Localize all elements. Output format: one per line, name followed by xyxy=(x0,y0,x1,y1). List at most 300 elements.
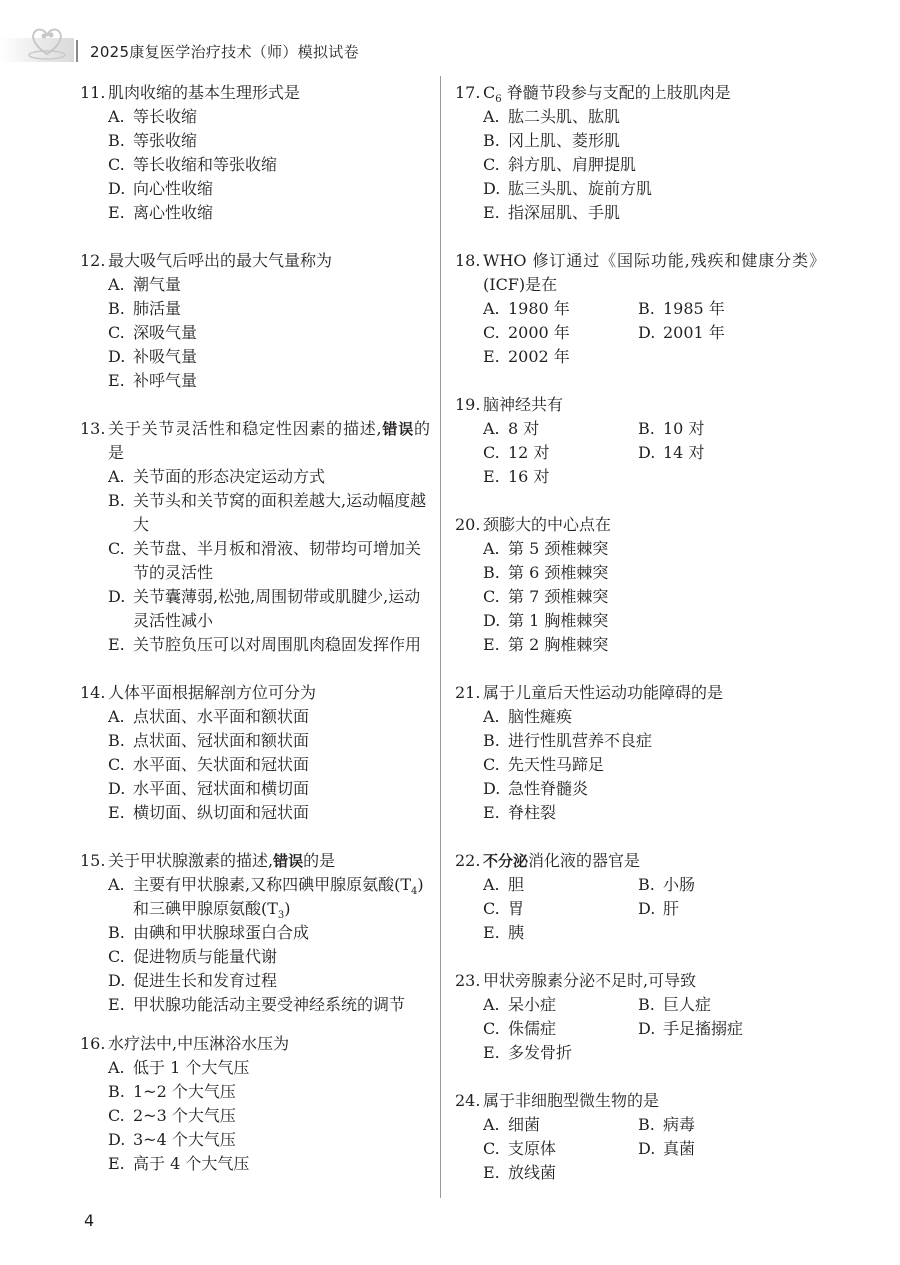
question-item xyxy=(80,1032,430,1176)
text-segment: 肱二头肌、肱肌 xyxy=(508,107,621,126)
option-text xyxy=(133,297,430,321)
question-stem xyxy=(455,1089,825,1113)
answer-option xyxy=(108,753,430,777)
question-text xyxy=(108,849,430,873)
option-list xyxy=(483,705,825,825)
option-list xyxy=(108,705,430,825)
text-segment: 补呼气量 xyxy=(133,371,198,390)
text-segment: 关节囊薄弱,松弛,周围韧带或肌腱少,运动灵活性减小 xyxy=(133,587,421,630)
text-segment: 深吸气量 xyxy=(133,323,198,342)
option-text xyxy=(508,105,825,129)
question-text xyxy=(483,513,825,537)
question-number: 23. xyxy=(455,971,481,990)
answer-option xyxy=(638,1113,793,1137)
option-text xyxy=(663,873,793,897)
answer-option xyxy=(108,993,430,1017)
option-letter: D. xyxy=(108,179,126,198)
option-text xyxy=(133,705,430,729)
answer-option xyxy=(483,777,825,801)
question-stem xyxy=(455,969,825,993)
option-letter: A. xyxy=(108,275,125,294)
answer-option xyxy=(108,105,430,129)
option-text xyxy=(133,969,430,993)
option-text xyxy=(133,321,430,345)
text-segment: 脑神经共有 xyxy=(483,395,564,414)
option-letter: E. xyxy=(483,347,500,366)
option-letter: A. xyxy=(483,995,500,1014)
text-segment: 冈上肌、菱形肌 xyxy=(508,131,621,150)
left-column xyxy=(80,81,430,1200)
answer-option xyxy=(483,705,825,729)
text-segment: 肱三头肌、旋前方肌 xyxy=(508,179,653,198)
option-text xyxy=(508,177,825,201)
question-text xyxy=(483,81,825,105)
question-text xyxy=(108,249,430,273)
text-segment: 水平面、矢状面和冠状面 xyxy=(133,755,310,774)
text-segment: WHO 修订通过《国际功能,残疾和健康分类》(ICF)是在 xyxy=(483,251,825,294)
option-list xyxy=(108,273,430,393)
text-segment: 潮气量 xyxy=(133,275,182,294)
page-number: 4 xyxy=(84,1211,95,1230)
answer-option xyxy=(638,873,793,897)
option-text xyxy=(663,417,793,441)
question-text xyxy=(108,81,430,105)
option-text xyxy=(663,321,793,345)
option-text xyxy=(663,1017,793,1041)
answer-option xyxy=(483,201,825,225)
subscript-text: 3 xyxy=(277,910,285,922)
option-text xyxy=(508,753,825,777)
option-letter: B. xyxy=(483,563,500,582)
answer-option xyxy=(483,417,638,441)
option-text xyxy=(663,897,793,921)
answer-option xyxy=(483,465,638,489)
question-stem xyxy=(455,249,825,297)
question-text xyxy=(483,849,825,873)
text-segment: 急性脊髓炎 xyxy=(508,779,589,798)
text-segment: 16 对 xyxy=(508,467,550,486)
option-letter: A. xyxy=(483,299,500,318)
option-letter: D. xyxy=(108,971,126,990)
option-text xyxy=(663,297,793,321)
option-list xyxy=(483,1113,825,1185)
answer-option xyxy=(638,441,793,465)
text-segment: 真菌 xyxy=(663,1139,696,1158)
option-text xyxy=(133,1104,430,1128)
answer-option xyxy=(108,921,430,945)
answer-option xyxy=(108,1152,430,1176)
answer-option xyxy=(108,537,430,585)
question-item xyxy=(455,81,825,225)
option-letter: C. xyxy=(483,755,500,774)
option-letter: A. xyxy=(483,107,500,126)
answer-option xyxy=(483,129,825,153)
answer-option xyxy=(483,561,825,585)
column-divider xyxy=(440,76,441,1198)
answer-option xyxy=(108,777,430,801)
answer-option xyxy=(483,993,638,1017)
option-letter: C. xyxy=(108,947,125,966)
question-stem xyxy=(80,249,430,273)
question-stem xyxy=(455,849,825,873)
text-segment: 3~4 个大气压 xyxy=(133,1130,236,1149)
text-segment: C xyxy=(483,83,496,102)
option-list xyxy=(483,873,825,945)
text-segment: 先天性马蹄足 xyxy=(508,755,605,774)
answer-option xyxy=(483,897,638,921)
question-number: 19. xyxy=(455,395,481,414)
text-segment: 消化液的器官是 xyxy=(528,851,641,870)
option-letter: D. xyxy=(638,443,656,462)
option-text xyxy=(133,1080,430,1104)
text-segment: 最大吸气后呼出的最大气量称为 xyxy=(108,251,333,270)
option-list xyxy=(108,105,430,225)
answer-option xyxy=(108,729,430,753)
text-segment: 1985 年 xyxy=(663,299,725,318)
question-item xyxy=(80,81,430,225)
question-item xyxy=(80,681,430,825)
option-text xyxy=(133,273,430,297)
option-text xyxy=(133,921,430,945)
option-text xyxy=(133,489,430,537)
option-text xyxy=(508,585,825,609)
answer-option xyxy=(483,1161,638,1185)
option-text xyxy=(133,345,430,369)
option-text xyxy=(508,801,825,825)
question-number: 24. xyxy=(455,1091,481,1110)
answer-option xyxy=(108,153,430,177)
text-segment: 肌肉收缩的基本生理形式是 xyxy=(108,83,301,102)
question-text xyxy=(108,1032,430,1056)
text-segment: 进行性肌营养不良症 xyxy=(508,731,653,750)
option-letter: C. xyxy=(108,1106,125,1125)
option-letter: A. xyxy=(483,539,500,558)
option-list xyxy=(483,417,825,489)
question-number: 13. xyxy=(80,419,106,438)
option-letter: D. xyxy=(638,1019,656,1038)
text-segment: 点状面、冠状面和额状面 xyxy=(133,731,310,750)
option-text xyxy=(663,441,793,465)
answer-option xyxy=(483,633,825,657)
answer-option xyxy=(108,369,430,393)
question-text xyxy=(108,417,430,465)
option-letter: E. xyxy=(108,203,125,222)
answer-option xyxy=(483,1137,638,1161)
text-segment: 1~2 个大气压 xyxy=(133,1082,236,1101)
question-item xyxy=(455,513,825,657)
question-item xyxy=(80,249,430,393)
text-segment: 甲状腺功能活动主要受神经系统的调节 xyxy=(133,995,406,1014)
option-text xyxy=(133,153,430,177)
option-text xyxy=(508,321,638,345)
option-letter: B. xyxy=(638,1115,655,1134)
text-segment: 人体平面根据解剖方位可分为 xyxy=(108,683,317,702)
text-segment: 巨人症 xyxy=(663,995,712,1014)
option-letter: D. xyxy=(483,779,501,798)
option-list xyxy=(483,537,825,657)
option-text xyxy=(508,1017,638,1041)
question-number: 16. xyxy=(80,1034,106,1053)
option-text xyxy=(133,465,430,489)
text-segment: 2~3 个大气压 xyxy=(133,1106,236,1125)
answer-option xyxy=(108,1080,430,1104)
answer-option xyxy=(483,321,638,345)
option-letter: E. xyxy=(483,803,500,822)
text-segment: 补吸气量 xyxy=(133,347,198,366)
option-text xyxy=(133,801,430,825)
option-text xyxy=(508,729,825,753)
option-letter: B. xyxy=(108,491,125,510)
text-segment: 等长收缩和等张收缩 xyxy=(133,155,278,174)
option-letter: C. xyxy=(108,323,125,342)
option-text xyxy=(133,537,430,585)
question-number: 21. xyxy=(455,683,481,702)
option-text xyxy=(508,705,825,729)
option-letter: C. xyxy=(108,539,125,558)
text-segment: 等张收缩 xyxy=(133,131,198,150)
question-number: 22. xyxy=(455,851,481,870)
right-column xyxy=(455,81,825,1209)
option-letter: B. xyxy=(108,299,125,318)
answer-option xyxy=(108,873,430,921)
answer-option xyxy=(108,489,430,537)
option-letter: D. xyxy=(483,611,501,630)
option-text xyxy=(508,297,638,321)
answer-option xyxy=(483,105,825,129)
text-segment: 水疗法中,中压淋浴水压为 xyxy=(108,1034,290,1053)
emphasis-text: 不分泌 xyxy=(483,852,529,870)
option-letter: E. xyxy=(483,1163,500,1182)
text-segment: 属于非细胞型微生物的是 xyxy=(483,1091,660,1110)
question-number: 12. xyxy=(80,251,106,270)
text-segment: 关节面的形态决定运动方式 xyxy=(133,467,326,486)
subscript-text: 4 xyxy=(411,886,418,898)
text-segment: 主要有甲状腺素,又称四碘甲腺原氨酸(T xyxy=(133,875,412,894)
answer-option xyxy=(108,297,430,321)
answer-option xyxy=(483,609,825,633)
text-segment: )和三碘甲腺原氨酸(T xyxy=(133,875,424,918)
option-text xyxy=(508,921,638,945)
question-stem xyxy=(80,81,430,105)
text-segment: 肺活量 xyxy=(133,299,182,318)
option-text xyxy=(133,993,430,1017)
text-segment: 脊柱裂 xyxy=(508,803,557,822)
option-letter: C. xyxy=(108,155,125,174)
text-segment: 水平面、冠状面和横切面 xyxy=(133,779,310,798)
answer-option xyxy=(108,633,430,657)
question-number: 11. xyxy=(80,83,106,102)
option-text xyxy=(133,1056,430,1080)
answer-option xyxy=(108,465,430,489)
text-segment: 1980 年 xyxy=(508,299,570,318)
text-segment: 胆 xyxy=(508,875,525,894)
option-letter: A. xyxy=(483,1115,500,1134)
logo-icon xyxy=(22,24,72,62)
answer-option xyxy=(108,321,430,345)
answer-option xyxy=(108,129,430,153)
option-text xyxy=(508,1113,638,1137)
option-letter: D. xyxy=(483,179,501,198)
answer-option xyxy=(483,801,825,825)
answer-option xyxy=(638,297,793,321)
text-segment: 离心性收缩 xyxy=(133,203,214,222)
question-stem xyxy=(455,513,825,537)
option-letter: E. xyxy=(108,803,125,822)
option-text xyxy=(508,1161,638,1185)
text-segment: 关节腔负压可以对周围肌肉稳固发挥作用 xyxy=(133,635,422,654)
option-letter: B. xyxy=(483,131,500,150)
answer-option xyxy=(638,897,793,921)
option-text xyxy=(508,633,825,657)
option-text xyxy=(133,201,430,225)
option-letter: E. xyxy=(483,203,500,222)
text-segment: 等长收缩 xyxy=(133,107,198,126)
option-text xyxy=(508,537,825,561)
option-text xyxy=(508,897,638,921)
text-segment: 第 2 胸椎棘突 xyxy=(508,635,609,654)
answer-option xyxy=(638,417,793,441)
text-segment: ) xyxy=(284,899,291,918)
option-text xyxy=(133,585,430,633)
option-letter: D. xyxy=(108,347,126,366)
option-letter: A. xyxy=(483,875,500,894)
option-letter: A. xyxy=(108,875,125,894)
option-list xyxy=(108,873,430,1017)
option-letter: B. xyxy=(638,875,655,894)
option-letter: C. xyxy=(483,587,500,606)
option-letter: D. xyxy=(108,779,126,798)
emphasis-text: 错误 xyxy=(273,852,304,870)
answer-option xyxy=(108,177,430,201)
text-segment: 甲状旁腺素分泌不足时,可导致 xyxy=(483,971,697,990)
answer-option xyxy=(108,1056,430,1080)
answer-option xyxy=(638,321,793,345)
option-text xyxy=(508,873,638,897)
option-letter: B. xyxy=(108,923,125,942)
answer-option xyxy=(483,1113,638,1137)
option-text xyxy=(508,561,825,585)
option-letter: A. xyxy=(108,1058,125,1077)
answer-option xyxy=(108,945,430,969)
option-text xyxy=(508,153,825,177)
option-letter: E. xyxy=(108,995,125,1014)
answer-option xyxy=(483,873,638,897)
answer-option xyxy=(108,1104,430,1128)
question-item xyxy=(455,969,825,1065)
text-segment: 第 5 颈椎棘突 xyxy=(508,539,609,558)
option-letter: A. xyxy=(108,707,125,726)
text-segment: 关节盘、半月板和滑液、韧带均可增加关节的灵活性 xyxy=(133,539,422,582)
option-text xyxy=(133,1128,430,1152)
option-list xyxy=(483,105,825,225)
option-text xyxy=(663,1137,793,1161)
option-text xyxy=(133,753,430,777)
text-segment: 侏儒症 xyxy=(508,1019,557,1038)
question-stem xyxy=(80,1032,430,1056)
text-segment: 关于甲状腺激素的描述, xyxy=(108,851,274,870)
question-item xyxy=(80,849,430,1017)
option-text xyxy=(133,945,430,969)
text-segment: 呆小症 xyxy=(508,995,557,1014)
option-text xyxy=(133,633,430,657)
answer-option xyxy=(483,153,825,177)
text-segment: 的是 xyxy=(303,851,336,870)
option-letter: E. xyxy=(483,923,500,942)
text-segment: 的是 xyxy=(108,419,430,462)
answer-option xyxy=(483,921,638,945)
question-item xyxy=(455,681,825,825)
option-letter: D. xyxy=(638,323,656,342)
option-letter: C. xyxy=(483,443,500,462)
option-text xyxy=(133,105,430,129)
question-stem xyxy=(455,81,825,105)
question-item xyxy=(455,1089,825,1185)
option-text xyxy=(508,441,638,465)
question-number: 15. xyxy=(80,851,106,870)
option-letter: B. xyxy=(108,731,125,750)
text-segment: 2001 年 xyxy=(663,323,725,342)
option-text xyxy=(133,729,430,753)
question-text xyxy=(483,393,825,417)
text-segment: 低于 1 个大气压 xyxy=(133,1058,250,1077)
answer-option xyxy=(483,753,825,777)
option-list xyxy=(483,297,825,369)
answer-option xyxy=(483,441,638,465)
option-letter: B. xyxy=(638,419,655,438)
answer-option xyxy=(108,801,430,825)
option-letter: E. xyxy=(108,371,125,390)
text-segment: 病毒 xyxy=(663,1115,696,1134)
question-stem xyxy=(80,849,430,873)
text-segment: 脊髓节段参与支配的上肢肌肉是 xyxy=(501,83,731,102)
answer-option xyxy=(638,993,793,1017)
option-letter: E. xyxy=(483,467,500,486)
text-segment: 12 对 xyxy=(508,443,550,462)
question-stem xyxy=(80,681,430,705)
text-segment: 颈膨大的中心点在 xyxy=(483,515,612,534)
option-text xyxy=(133,873,430,921)
answer-option xyxy=(108,1128,430,1152)
option-text xyxy=(133,369,430,393)
option-letter: C. xyxy=(108,755,125,774)
answer-option xyxy=(483,1017,638,1041)
option-letter: B. xyxy=(483,731,500,750)
answer-option xyxy=(108,273,430,297)
header-divider xyxy=(76,40,78,62)
question-text xyxy=(108,681,430,705)
question-text xyxy=(483,249,825,297)
text-segment: 小肠 xyxy=(663,875,696,894)
text-segment: 第 1 胸椎棘突 xyxy=(508,611,609,630)
text-segment: 支原体 xyxy=(508,1139,557,1158)
text-segment: 由碘和甲状腺球蛋白合成 xyxy=(133,923,310,942)
header-title: 2025康复医学治疗技术（师）模拟试卷 xyxy=(90,43,359,61)
answer-option xyxy=(638,1017,793,1041)
text-segment: 促进物质与能量代谢 xyxy=(133,947,278,966)
text-segment: 放线菌 xyxy=(508,1163,557,1182)
text-segment: 2002 年 xyxy=(508,347,570,366)
option-letter: E. xyxy=(108,1154,125,1173)
question-item xyxy=(455,849,825,945)
option-list xyxy=(483,993,825,1065)
option-text xyxy=(508,993,638,1017)
text-segment: 肝 xyxy=(663,899,680,918)
text-segment: 细菌 xyxy=(508,1115,541,1134)
option-letter: D. xyxy=(108,1130,126,1149)
question-number: 14. xyxy=(80,683,106,702)
question-item xyxy=(80,417,430,657)
option-text xyxy=(508,1137,638,1161)
